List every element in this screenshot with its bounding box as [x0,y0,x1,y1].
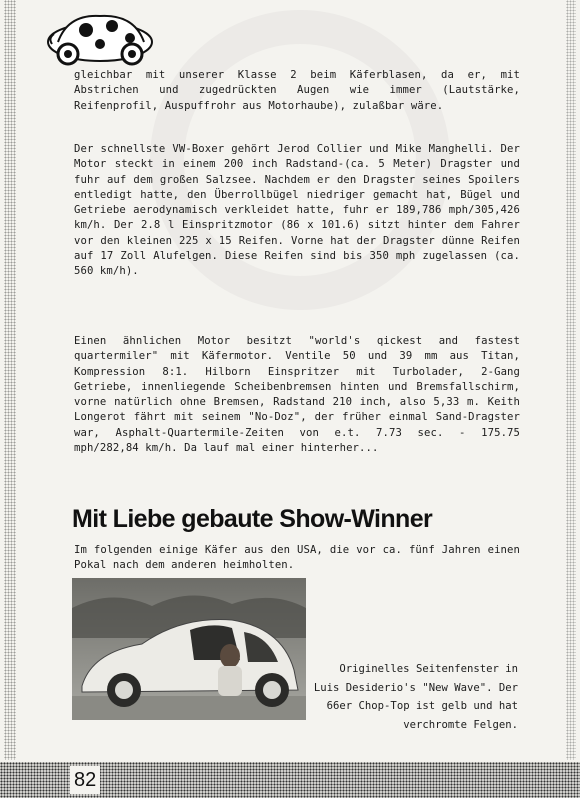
right-halftone-border [566,0,576,760]
body-paragraph-1: gleichbar mit unserer Klasse 2 beim Käferblasen, da er, mit Abstrichen und zugedrückten Augen wie immer (Lautstärke, Reifenprofil, Auspuffrohr aus Motorhaube), zulaßbar wäre. [74,69,520,112]
body-paragraph-2: Der schnellste VW-Boxer gehört Jerod Collier und Mike Manghelli. Der Motor steckt in einem 200 inch Radstand-(ca. 5 Meter) Dragster und fuhr auf dem großen Salzsee. Nachdem er den Dragster seines Spoilers entledigt hatte, den Überrollbügel niedriger gemacht hat, Bügel und Getriebe aerodynamisch verkleidet hatte, fuhr er 189,786 mph/305,426 km/h. Der 2.8 l Einspritzmotor (86 x 101.6) sitzt hinter dem Fahrer vor den kleinen 225 x 15 Reifen. Vorne hat der Dragster dünne Reifen auf 17 Zoll Alufelgen. Diese Reifen sind bis 350 mph zugelassen (ca. 560 km/h). [74,143,520,278]
show-car-photo [72,578,306,720]
left-halftone-border [4,0,16,760]
body-paragraph-3: Einen ähnlichen Motor besitzt "world's qickest and fastest quartermiler" mit Käfermotor. Ventile 50 und 39 mm aus Titan, Kompression 8:1. Hilborn Einspritzer mit Turbolader, 2-Gang Getriebe, innenliegende Scheibenbremsen hinten und Bremsfallschirm, vorne natürlich ohne Bremsen, Radstand 210 inch, also 5,33 m. Keith Longerot fährt mit seinem "No-Doz", der früher einmal Sand-Dragster war, Asphalt-Quartermile-Zeiten von e.t. 7.73 sec. - 175.75 mph/282,84 km/h. Da lauf mal einer hinterher... [74,335,520,455]
page-number: 82 [70,766,100,794]
photo-caption: Originelles Seitenfenster in Luis Desiderio's "New Wave". Der 66er Chop-Top ist gelb und hat verchromte Felgen. [313,663,518,731]
cartoon-beetle-car-icon [38,8,158,68]
section-intro: Im folgenden einige Käfer aus den USA, die vor ca. fünf Jahren einen Pokal nach dem anderen heimholten. [74,544,520,572]
photo-illustration [72,578,306,720]
section-headline: Mit Liebe gebaute Show-Winner [72,505,433,533]
